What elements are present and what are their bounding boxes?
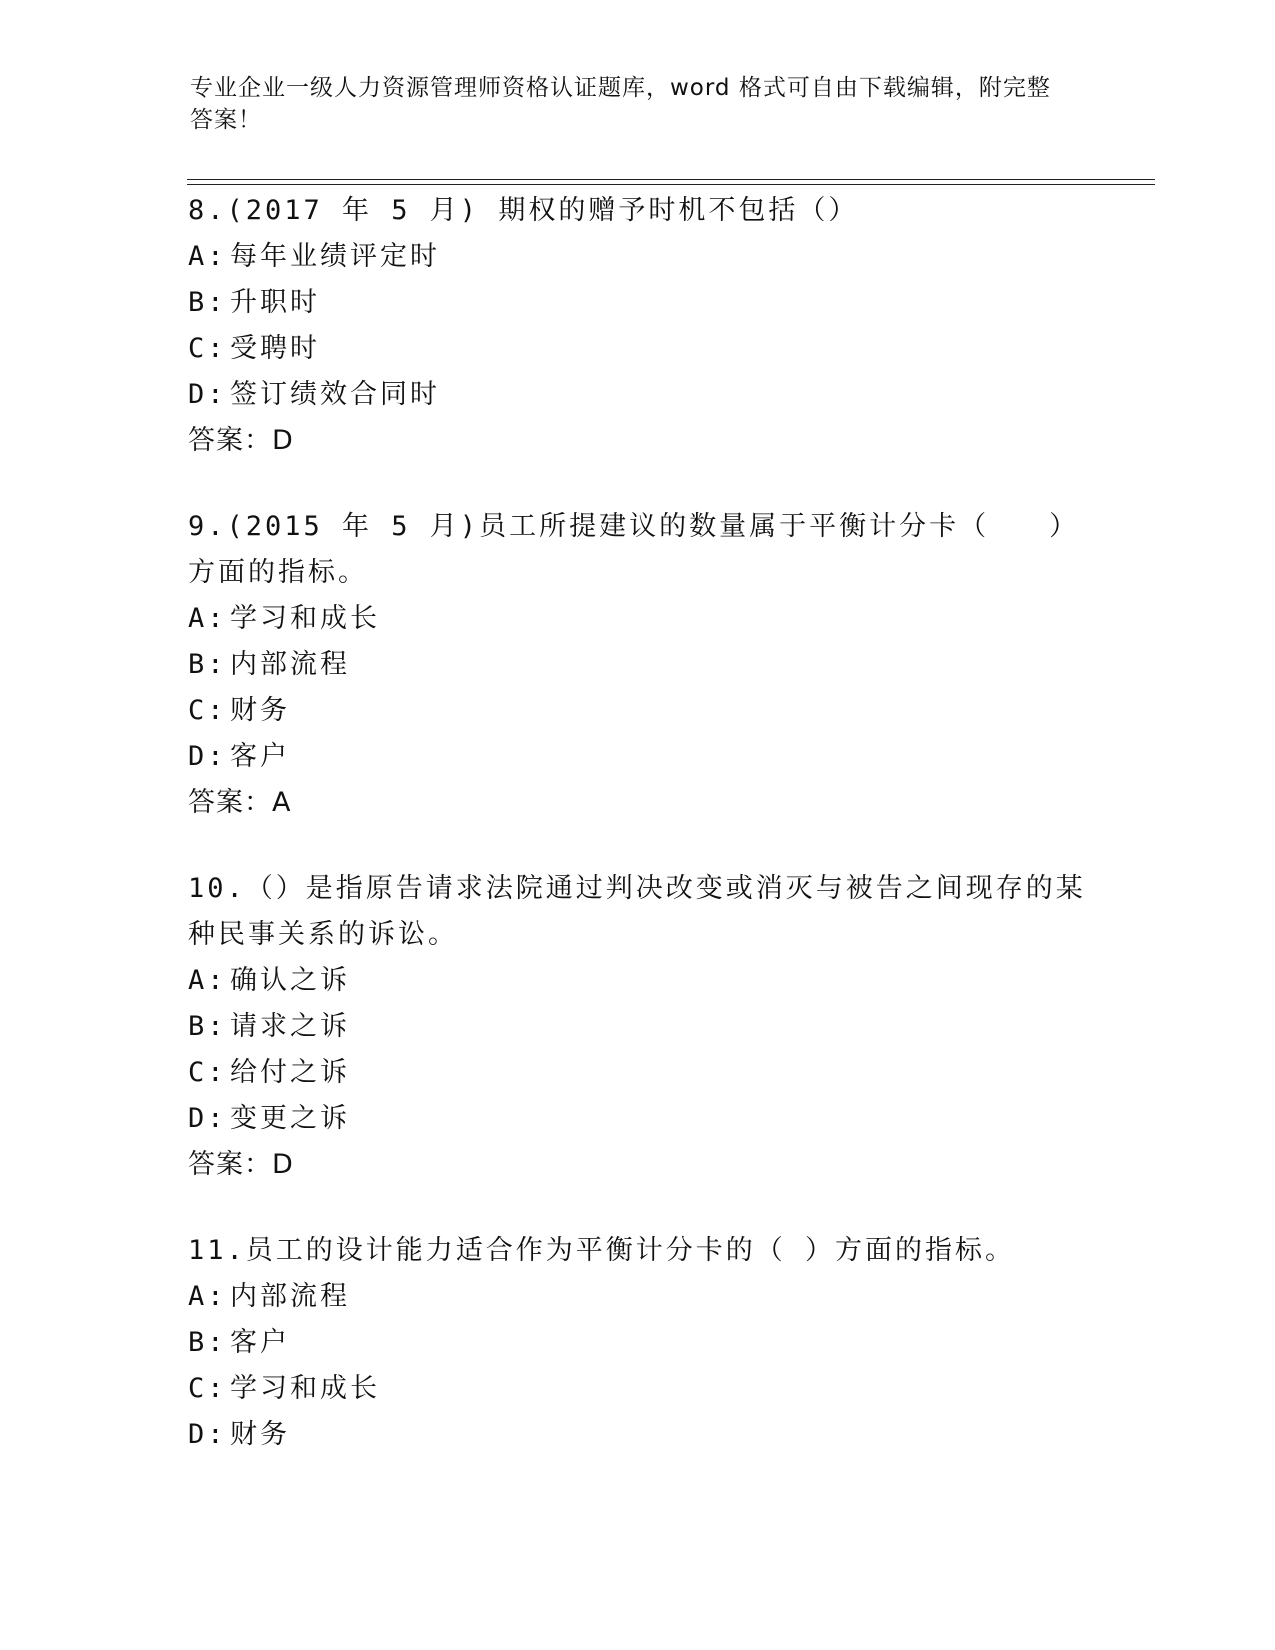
option-letter: B:	[188, 1327, 227, 1358]
option-a	[188, 1274, 1088, 1320]
option-letter: D:	[188, 1103, 227, 1134]
question-8	[188, 188, 1088, 464]
option-text: 学习和成长	[230, 603, 380, 634]
option-text: 学习和成长	[230, 1373, 380, 1404]
option-b	[188, 642, 1088, 688]
option-d	[188, 372, 1088, 418]
option-a	[188, 958, 1088, 1004]
option-text: 签订绩效合同时	[230, 379, 440, 410]
option-letter: D:	[188, 379, 227, 410]
option-b	[188, 1004, 1088, 1050]
option-b	[188, 1320, 1088, 1366]
option-letter: A:	[188, 965, 227, 996]
option-d	[188, 1412, 1088, 1458]
option-c	[188, 1366, 1088, 1412]
question-11	[188, 1228, 1088, 1458]
option-a	[188, 596, 1088, 642]
option-text: 内部流程	[230, 1281, 350, 1312]
option-text: 确认之诉	[230, 965, 350, 996]
option-letter: C:	[188, 1373, 227, 1404]
option-letter: B:	[188, 649, 227, 680]
option-letter: B:	[188, 287, 227, 318]
option-letter: C:	[188, 695, 227, 726]
option-text: 变更之诉	[230, 1103, 350, 1134]
question-10	[188, 866, 1088, 1188]
option-d	[188, 734, 1088, 780]
option-letter: A:	[188, 1281, 227, 1312]
option-c	[188, 1050, 1088, 1096]
option-text: 客户	[230, 741, 290, 772]
option-letter: B:	[188, 1011, 227, 1042]
option-letter: A:	[188, 241, 227, 272]
header-divider-top	[187, 179, 1155, 180]
option-b	[188, 280, 1088, 326]
answer-line: 答案：D	[188, 1149, 294, 1180]
answer-line: 答案：A	[188, 787, 292, 818]
document-header: 专业企业一级人力资源管理师资格认证题库，word 格式可自由下载编辑，附完整答案！	[190, 75, 1051, 133]
question-list	[188, 188, 1088, 1498]
option-text: 财务	[230, 1419, 290, 1450]
option-letter: D:	[188, 1419, 227, 1450]
question-text: 8.(2017 年 5 月) 期权的赠予时机不包括（）	[188, 195, 859, 226]
option-text: 升职时	[230, 287, 320, 318]
question-text: 10.（）是指原告请求法院通过判决改变或消灭与被告之间现存的某种民事关系的诉讼。	[188, 873, 1086, 950]
answer-line: 答案：D	[188, 425, 294, 456]
option-a	[188, 234, 1088, 280]
option-letter: C:	[188, 1057, 227, 1088]
option-c	[188, 688, 1088, 734]
question-text: 9.(2015 年 5 月)员工所提建议的数量属于平衡计分卡（ ）方面的指标。	[188, 511, 1080, 588]
option-text: 受聘时	[230, 333, 320, 364]
option-letter: A:	[188, 603, 227, 634]
option-text: 财务	[230, 695, 290, 726]
header-divider-bottom	[187, 184, 1155, 185]
question-9	[188, 504, 1088, 826]
option-c	[188, 326, 1088, 372]
option-text: 内部流程	[230, 649, 350, 680]
option-letter: C:	[188, 333, 227, 364]
option-letter: D:	[188, 741, 227, 772]
option-text: 每年业绩评定时	[230, 241, 440, 272]
option-text: 给付之诉	[230, 1057, 350, 1088]
question-text: 11.员工的设计能力适合作为平衡计分卡的（ ）方面的指标。	[188, 1235, 1016, 1266]
option-text: 请求之诉	[230, 1011, 350, 1042]
option-text: 客户	[230, 1327, 290, 1358]
option-d	[188, 1096, 1088, 1142]
